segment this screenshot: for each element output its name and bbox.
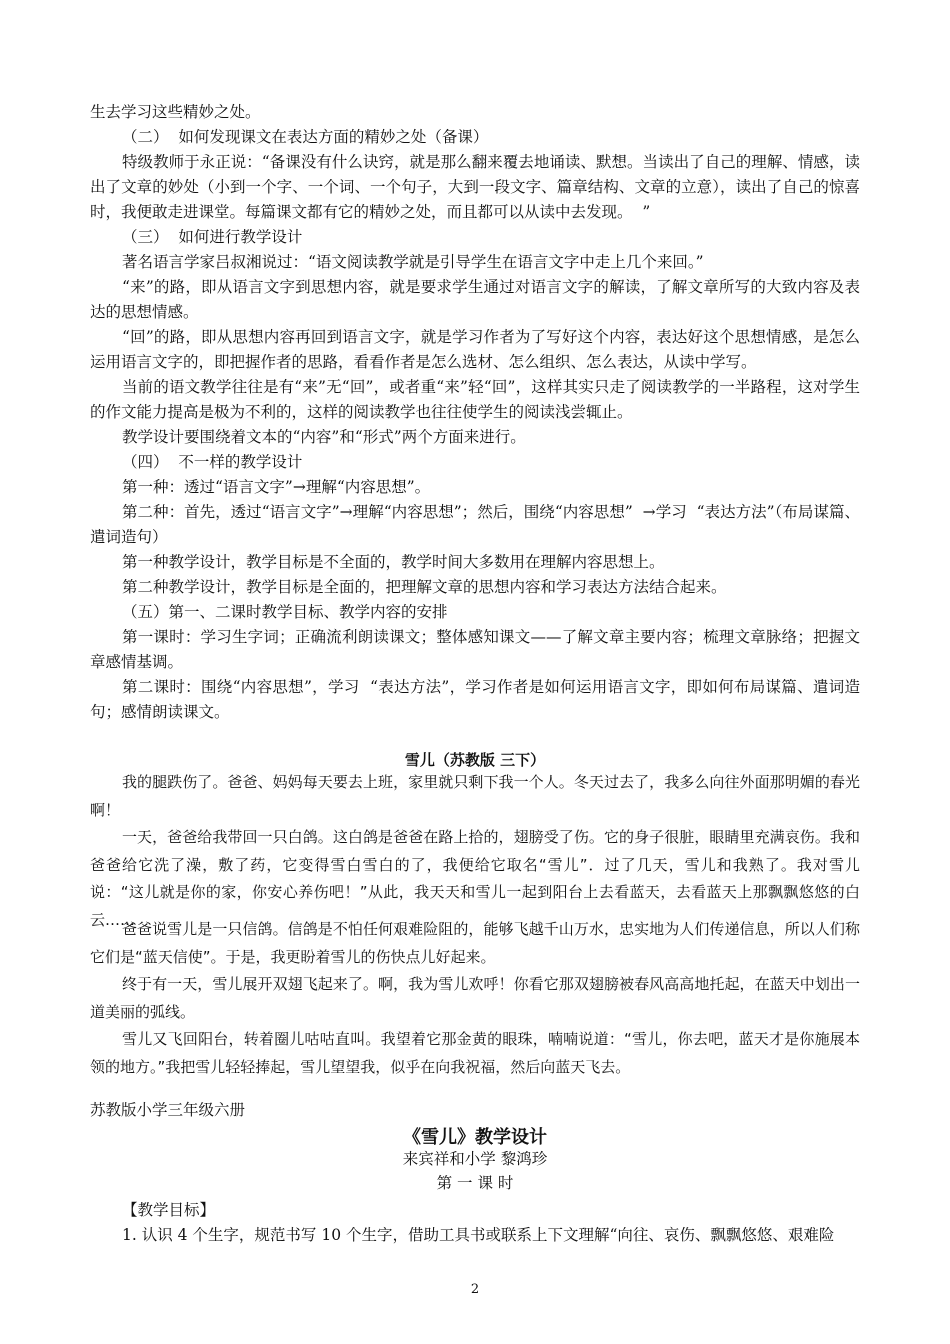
design-title: 《雪儿》教学设计: [403, 1127, 547, 1148]
paragraph: 著名语言学家吕叔湘说过：“语文阅读教学就是引导学生在语言文字中走上几个来回。”: [122, 253, 704, 271]
source-note: 苏教版小学三年级六册: [90, 1101, 246, 1119]
story-paragraph: 爸爸说雪儿是一只信鸽。信鸽是不怕任何艰难险阻的，能够飞越千山万水，忠实地为人们传递信息，所以人们称它们是“蓝天信使”。于是，我更盼着雪儿的伤快点儿好起来。: [90, 920, 860, 966]
paragraph: 第一种教学设计，教学目标是不全面的，教学时间大多数用在理解内容思想上。: [122, 553, 665, 571]
section-heading-5: （五）第一、二课时教学目标、教学内容的安排: [122, 603, 448, 621]
story-paragraph: 我的腿跌伤了。爸爸、妈妈每天要去上班，家里就只剩下我一个人。冬天过去了，我多么向往外面那明媚的春光啊！: [90, 773, 860, 819]
paragraph: 第二种：首先，透过“语言文字”→理解“内容思想”；然后，围绕“内容思想” →学习 “表达方法”（布局谋篇、遣词造句）: [90, 503, 860, 546]
paragraph: 第二课时：围绕“内容思想”，学习 “表达方法”，学习作者是如何运用语言文字，即如何布局谋篇、遣词造句；感情朗读课文。: [90, 678, 860, 721]
goals-label: 【教学目标】: [122, 1201, 216, 1219]
goal-item: 1. 认识 4 个生字，规范书写 10 个生字，借助工具书或联系上下文理解“向往、哀伤、飘飘悠悠、艰难险: [122, 1226, 835, 1244]
paragraph: 第一课时：学习生字词；正确流利朗读课文；整体感知课文——了解文章主要内容；梳理文章脉络；把握文章感情基调。: [90, 628, 860, 671]
section-heading-3: （三） 如何进行教学设计: [122, 228, 303, 246]
section-heading-4: （四） 不一样的教学设计: [122, 453, 303, 471]
paragraph: 第一种：透过“语言文字”→理解“内容思想”。: [122, 478, 431, 496]
paragraph: 第二种教学设计，教学目标是全面的，把理解文章的思想内容和学习表达方法结合起来。: [122, 578, 727, 596]
paragraph: 当前的语文教学往往是有“来”无“回”，或者重“来”轻“回”，这样其实只走了阅读教学的一半路程，这对学生的作文能力提高是极为不利的，这样的阅读教学也往往使学生的阅读浅尝辄止。: [90, 378, 860, 421]
paragraph: 生去学习这些精妙之处。: [90, 103, 261, 121]
story-paragraph: 终于有一天，雪儿展开双翅飞起来了。啊，我为雪儿欢呼！你看它那双翅膀被春风高高地托起，在蓝天中划出一道美丽的弧线。: [90, 975, 860, 1021]
author-line: 来宾祥和小学 黎鸿珍: [402, 1150, 548, 1168]
paragraph: “回”的路，即从思想内容再回到语言文字，就是学习作者为了写好这个内容，表达好这个思想情感，是怎么运用语言文字的，即把握作者的思路，看看作者是怎么选材、怎么组织、怎么表达，从读中学写。: [90, 328, 860, 371]
lesson-heading: 第 一 课 时: [436, 1174, 514, 1192]
story-paragraph: 雪儿又飞回阳台，转着圈儿咕咕直叫。我望着它那金黄的眼珠，喃喃说道：“雪儿，你去吧，蓝天才是你施展本领的地方。”我把雪儿轻轻捧起，雪儿望望我，似乎在向我祝福，然后向蓝天飞去。: [90, 1030, 860, 1076]
paragraph: 教学设计要围绕着文本的“内容”和“形式”两个方面来进行。: [122, 428, 526, 446]
story-title: 雪儿（苏教版 三下）: [404, 751, 546, 769]
page-number: 2: [470, 1282, 480, 1297]
paragraph: 特级教师于永正说：“备课没有什么诀窍，就是那么翻来覆去地诵读、默想。当读出了自己的理解、情感，读出了文章的妙处（小到一个字、一个词、一个句子，大到一段文字、篇章结构、文章的立意），读出了自己的惊喜时，我便敢走进课堂。每篇课文都有它的精妙之处，而且都可以从读中去发现。 ”: [90, 153, 860, 221]
section-heading-2: （二） 如何发现课文在表达方面的精妙之处（备课）: [122, 128, 489, 146]
paragraph: “来”的路，即从语言文字到思想内容，就是要求学生通过对语言文字的解读，了解文章所写的大致内容及表达的思想情感。: [90, 278, 860, 321]
story-paragraph: 一天，爸爸给我带回一只白鸽。这白鸽是爸爸在路上拾的，翅膀受了伤。它的身子很脏，眼睛里充满哀伤。我和爸爸给它洗了澡，敷了药，它变得雪白雪白的了，我便给它取名“雪儿”．过了几天，雪儿和我熟了。我对雪儿说：“这儿就是你的家，你安心养伤吧！”从此，我天天和雪儿一起到阳台上去看蓝天，去看蓝天上那飘飘悠悠的白云……: [90, 828, 860, 929]
